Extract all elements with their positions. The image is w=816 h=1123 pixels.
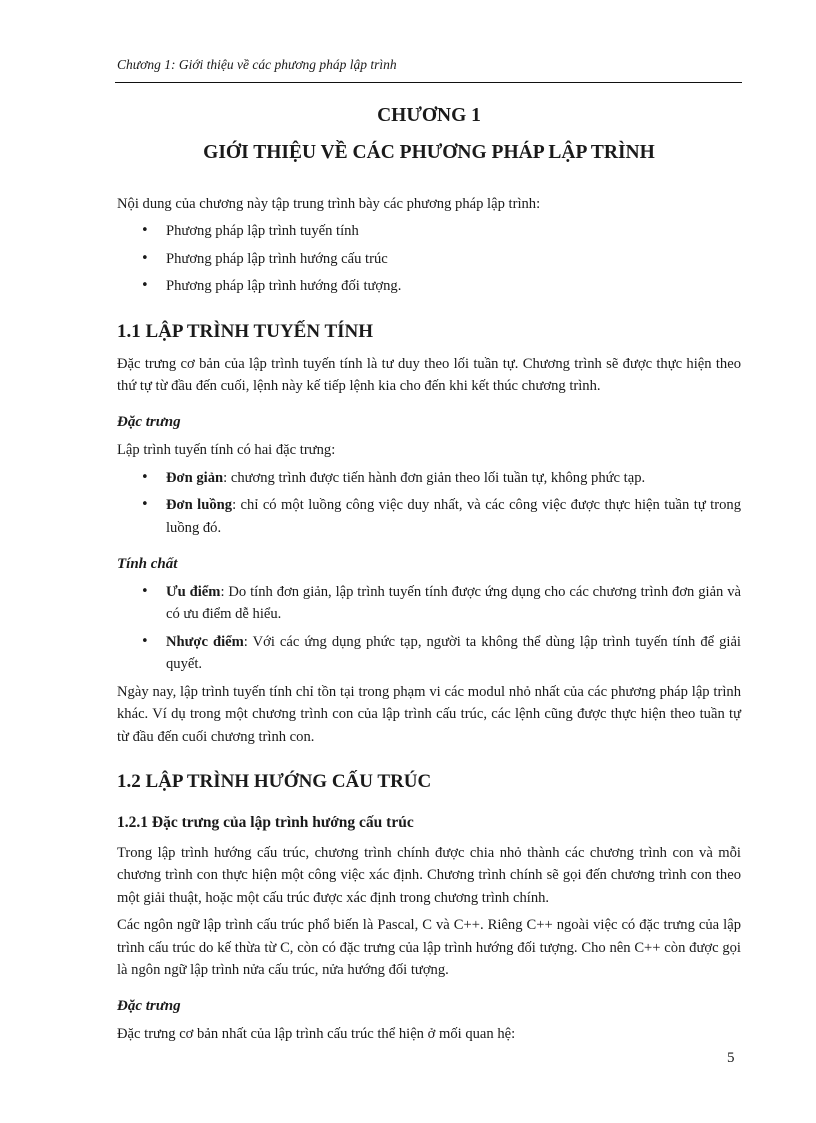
features-intro: Lập trình tuyến tính có hai đặc trưng: [117,442,336,459]
term-label: Đơn giản [166,469,224,486]
list-item [117,631,741,676]
intro-text: Nội dung của chương này tập trung trình bày các phương pháp lập trình: [117,196,541,212]
properties-list [117,581,741,676]
list-item: • Phương pháp lập trình hướng cấu trúc [117,248,741,270]
list-item [117,467,741,489]
list-item: • Phương pháp lập trình hướng đối tượng. [117,275,741,297]
features-intro-1-2: Đặc trưng cơ bản nhất của lập trình cấu trúc thể hiện ở mối quan hệ: [117,1026,516,1043]
term-description: : chương trình được tiến hành đơn giản theo lối tuần tự, không phức tạp. [223,469,646,486]
list-item [117,494,741,539]
term-description: : chỉ có một luồng công việc duy nhất, và các công việc được thực hiện tuần tự trong luồng đó. [166,497,741,536]
term-description: : Do tính đơn giản, lập trình tuyến tính được ứng dụng cho các chương trình đơn giản và có ưu điểm dễ hiểu. [166,584,742,623]
section-heading-1-1: 1.1 LẬP TRÌNH TUYẾN TÍNH [117,320,374,342]
intro-list [117,220,741,297]
term-description: : Với các ứng dụng phức tạp, người ta không thể dùng lập trình tuyến tính để giải quyết. [166,633,741,673]
chapter-number: CHƯƠNG 1 [377,105,481,126]
term-label: Đơn luồng [166,497,233,514]
list-item: • Phương pháp lập trình tuyến tính [117,220,741,242]
section-1-1-intro: Đặc trưng cơ bản của lập trình tuyến tính là tư duy theo lối tuần tự. Chương trình sẽ được thực hiện theo thứ tự từ đầu đến cuối, lệnh này kế tiếp lệnh kia cho đến khi kết thúc chương trình. [117,355,741,395]
features-subheading: Đặc trưng [117,414,181,431]
features-list [117,467,741,539]
section-heading-1-2: 1.2 LẬP TRÌNH HƯỚNG CẤU TRÚC [117,770,432,792]
page-number: 5 [727,1050,735,1066]
header-rule [115,82,742,83]
section-1-2-para-1: Trong lập trình hướng cấu trúc, chương trình chính được chia nhỏ thành các chương trình con và mỗi chương trình con thực hiện một công việc xác định. Chương trình chính sẽ gọi đến chương trình con theo một giải thuật, hoặc một cấu trúc được xác định trong chương trình chính. [117,844,741,906]
running-header: Chương 1: Giới thiệu về các phương pháp lập trình [117,57,397,72]
page-content [117,104,741,1051]
chapter-title: GIỚI THIỆU VỀ CÁC PHƯƠNG PHÁP LẬP TRÌNH [203,142,655,163]
features-subheading-1-2: Đặc trưng [117,998,181,1015]
section-1-1-closing: Ngày nay, lập trình tuyến tính chỉ tồn tại trong phạm vi các modul nhỏ nhất của các phương pháp lập trình khác. Ví dụ trong một chương trình con của lập trình cấu trúc, các lệnh cũng được thực hiện theo tuần tự từ đầu đến cuối chương trình con. [117,683,741,745]
list-item [117,581,741,626]
subsection-heading-1-2-1: 1.2.1 Đặc trưng của lập trình hướng cấu trúc [117,813,414,831]
term-label: Ưu điểm [166,584,221,601]
properties-subheading: Tính chất [117,556,178,573]
section-1-2-para-2: Các ngôn ngữ lập trình cấu trúc phổ biến là Pascal, C và C++. Riêng C++ ngoài việc có đặc trưng của lập trình cấu trúc do kế thừa từ C, còn có đặc trưng của lập trình hướng đối tượng. Cho nên C++ còn được gọi là ngôn ngữ lập trình nửa cấu trúc, nửa hướng đối tượng. [117,917,741,978]
term-label: Nhược điểm [166,633,244,650]
